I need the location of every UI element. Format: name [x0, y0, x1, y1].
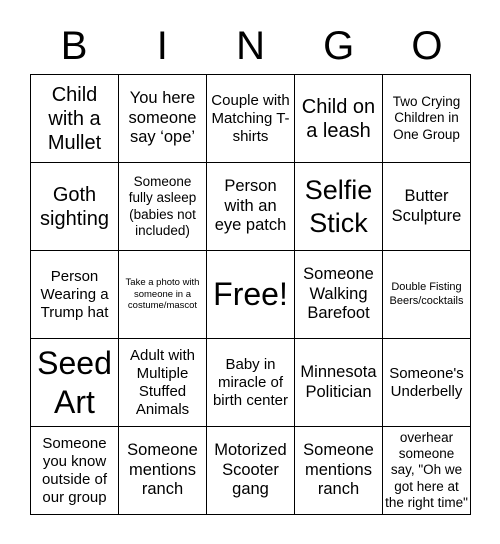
- board-row: [31, 339, 471, 427]
- bingo-cell[interactable]: Child with a Mullet: [31, 75, 119, 163]
- bingo-cell[interactable]: Adult with Multiple Stuffed Animals: [119, 339, 207, 427]
- bingo-cell[interactable]: Double Fisting Beers/cocktails: [383, 251, 471, 339]
- header-letter-b: B: [60, 24, 88, 68]
- bingo-cell[interactable]: Butter Sculpture: [383, 163, 471, 251]
- bingo-cell[interactable]: Child on a leash: [295, 75, 383, 163]
- bingo-cell[interactable]: Motorized Scooter gang: [207, 427, 295, 515]
- bingo-cell[interactable]: Couple with Matching T-shirts: [207, 75, 295, 163]
- bingo-cell[interactable]: Seed Art: [31, 339, 119, 427]
- bingo-cell[interactable]: Someone mentions ranch: [119, 427, 207, 515]
- board-row: [31, 163, 471, 251]
- header-letter-o: O: [411, 24, 443, 68]
- header-letter-g: G: [323, 24, 355, 68]
- bingo-cell[interactable]: Goth sighting: [31, 163, 119, 251]
- bingo-cell[interactable]: Person with an eye patch: [207, 163, 295, 251]
- bingo-board: [30, 74, 471, 515]
- header-letter-n: N: [236, 24, 265, 68]
- bingo-cell[interactable]: Two Crying Children in One Group: [383, 75, 471, 163]
- header-letter-i: I: [156, 24, 168, 68]
- free-space-cell[interactable]: Free!: [207, 251, 295, 339]
- bingo-header: [30, 20, 471, 72]
- bingo-cell[interactable]: You here someone say ‘ope’: [119, 75, 207, 163]
- board-row: [31, 251, 471, 339]
- board-row: [31, 427, 471, 515]
- bingo-cell[interactable]: Someone Walking Barefoot: [295, 251, 383, 339]
- bingo-cell[interactable]: Someone's Underbelly: [383, 339, 471, 427]
- bingo-cell[interactable]: Minnesota Politician: [295, 339, 383, 427]
- bingo-cell[interactable]: Someone mentions ranch: [295, 427, 383, 515]
- board-row: [31, 75, 471, 163]
- bingo-cell[interactable]: Baby in miracle of birth center: [207, 339, 295, 427]
- bingo-cell[interactable]: Person Wearing a Trump hat: [31, 251, 119, 339]
- bingo-cell[interactable]: overhear someone say, "Oh we got here at the right time": [383, 427, 471, 515]
- bingo-cell[interactable]: Selfie Stick: [295, 163, 383, 251]
- bingo-cell[interactable]: Someone fully asleep (babies not included): [119, 163, 207, 251]
- bingo-cell[interactable]: Take a photo with someone in a costume/mascot: [119, 251, 207, 339]
- bingo-cell[interactable]: Someone you know outside of our group: [31, 427, 119, 515]
